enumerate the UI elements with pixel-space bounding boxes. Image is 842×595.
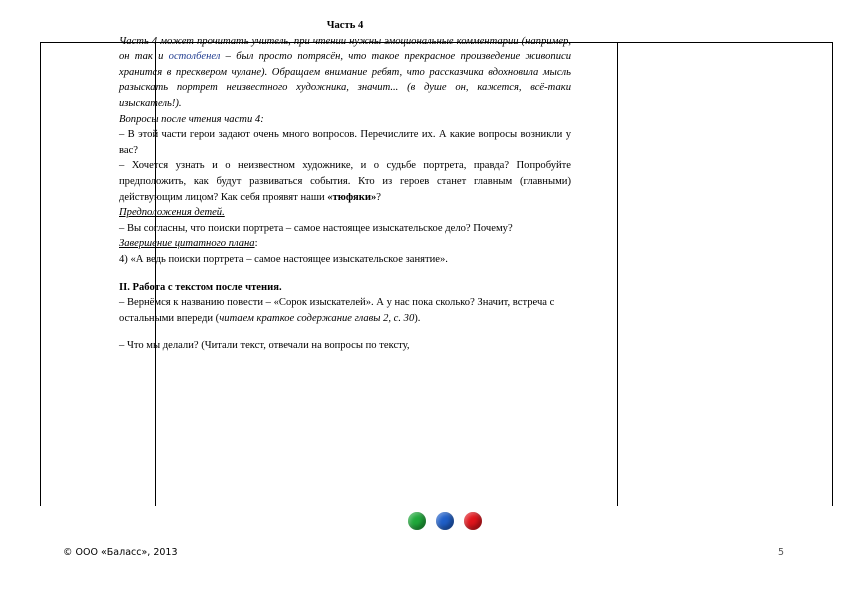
section-2-italic: читаем краткое содержание главы 2, с. 30 (219, 312, 415, 324)
navigation-dots (408, 512, 482, 530)
plan-heading-text: Завершение цитатного плана (119, 238, 255, 250)
question-2 (119, 158, 571, 205)
spacer (119, 268, 571, 280)
page-number: 5 (778, 547, 785, 558)
plan-heading-colon: : (254, 238, 258, 250)
section-2-text: – Вернёмся к названию повести – «Сорок изыскателей». А у нас пока сколько? Значит, встреча с остальными впереди ( (119, 297, 555, 324)
question-3: – Вы согласны, что поиски портрета – самое настоящее изыскательское дело? Почему? (119, 222, 513, 234)
intro-text-end: – был просто потрясён, что такое прекрасное произведение живописи хранится в пресквером чулане). Обращаем внимание ребят, что рассказчика вдохновила мысль разыскать портрет неизвестного художника, значит... (в душе он, кажется, всё-таки изыскатель!). (119, 51, 571, 109)
assumptions-label: Предположения детей. (119, 207, 225, 219)
section-2-end: ). (414, 312, 421, 324)
intro-text-start: Часть 4 может прочитать учитель, при чтении нужны эмоциональные комментарии (например, он так и (119, 35, 571, 63)
blue-circle-button[interactable] (436, 512, 454, 530)
word-link[interactable]: остолбенел (168, 51, 221, 63)
spacer-2 (119, 326, 571, 338)
part-title: Часть 4 (326, 20, 364, 31)
green-circle-button[interactable] (408, 512, 426, 530)
copyright: © ООО «Баласс», 2013 (63, 547, 178, 558)
lesson-content-cell (119, 18, 571, 354)
last-line: – Что мы делали? (Читали текст, отвечали на вопросы по тексту, (119, 340, 410, 352)
intro-paragraph (119, 34, 571, 112)
plan-item: 4) «А ведь поиски портрета – самое настоящее изыскательское занятие». (119, 253, 448, 265)
table-column-divider-right (617, 43, 618, 506)
question-1: – В этой части герои задают очень много вопросов. Перечислите их. А какие вопросы возникли у вас? (119, 129, 571, 156)
question-2-bold: «тюфяки» (327, 191, 377, 203)
question-2-text: – Хочется узнать и о неизвестном художнике, и о судьбе портрета, правда? Попробуйте предположить, как будут развиваться события. Кто из героев станет главным (главными) действующим лицом? Как себя проявят наши (119, 160, 571, 203)
question-2-end: ? (376, 191, 381, 203)
plan-heading (119, 236, 571, 252)
red-circle-button[interactable] (464, 512, 482, 530)
section-2-paragraph (119, 295, 571, 326)
questions-heading: Вопросы после чтения части 4: (119, 113, 264, 125)
section-2-heading: II. Работа с текстом после чтения. (119, 281, 282, 293)
